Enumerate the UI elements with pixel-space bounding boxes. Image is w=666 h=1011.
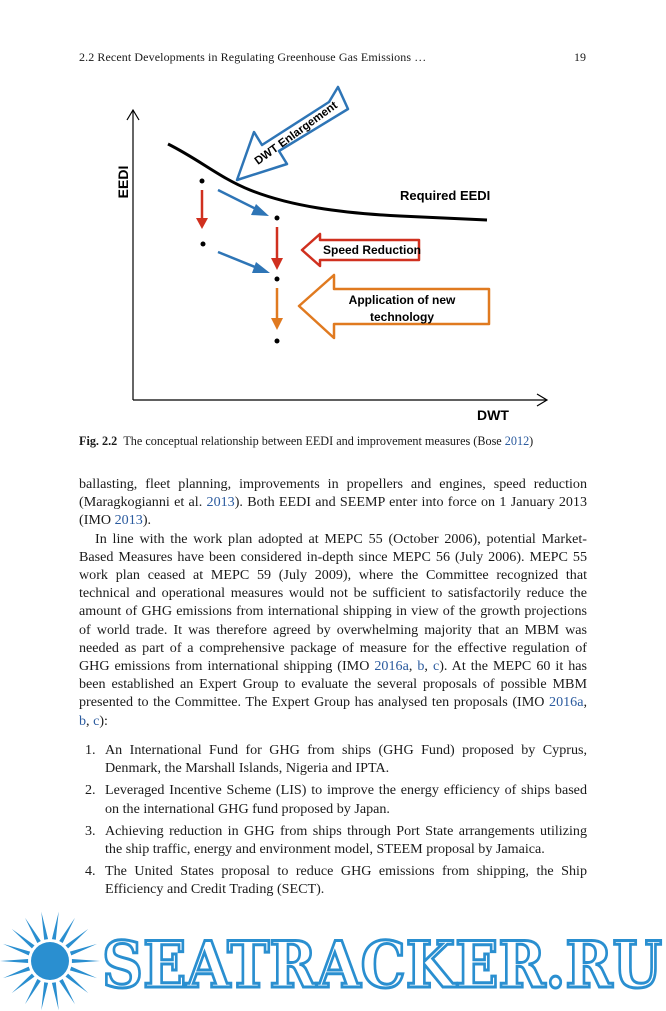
point-initial	[200, 179, 205, 184]
citation-link[interactable]: 2016a	[374, 658, 409, 675]
list-number: 4.	[85, 863, 96, 880]
new-technology-label-line2: technology	[369, 310, 435, 324]
sun-ray	[0, 959, 28, 963]
red-arrow-center	[271, 227, 283, 270]
point-enlarged	[275, 216, 280, 221]
running-header	[79, 50, 586, 65]
sun-ray	[70, 967, 97, 979]
sun-ray	[41, 982, 48, 1010]
sun-ray	[25, 918, 41, 943]
citation-link[interactable]: c	[93, 712, 100, 729]
new-technology-callout	[299, 275, 489, 338]
list-item	[79, 781, 587, 817]
point-speed-reduced	[275, 277, 280, 282]
point-new-technology	[275, 339, 280, 344]
y-axis-label: EEDI	[115, 165, 131, 199]
paragraph: In line with the work plan adopted at MEPC 55 (October 2006), potential Market-Based Measures have been considered in-depth since MEPC 56 (July 2006). MEPC 55 work plan ceased at MEPC 59 (July 2009), where the Committee recognized that technical and operational measures would not be sufficient to satisfactorily reduce the amount of GHG emissions from international shipping in view of the growth projections of world trade. It was therefore agreed by overwhelming majority that an MBM was needed as part of a comprehensive package of measure for the effective regulation of GHG emissions from international shipping (IMO 2016a, b, c). At the MEPC 60 it has been established an Expert Group to evaluate the several proposals of possible MBM presented to the Committee. The Expert Group has analysed ten proposals (IMO 2016a, b, c):	[79, 530, 588, 729]
figure-label: Fig. 2.2	[79, 434, 118, 448]
sun-ray	[70, 944, 97, 956]
sun-ray	[66, 929, 89, 949]
paragraph: ballasting, fleet planning, improvements in propellers and engines, speed reduction (Maragkogianni et al. 2013). Both EEDI and SEEMP enter into force on 1 January 2013 (IMO 2013).	[79, 476, 588, 529]
citation-link[interactable]: 2012	[504, 434, 530, 448]
sun-ray	[59, 979, 75, 1004]
sun-ray	[52, 982, 59, 1010]
citation-link[interactable]: b	[79, 712, 87, 729]
header-section-title: 2.2 Recent Developments in Regulating Greenhouse Gas Emissions …	[79, 50, 427, 64]
required-eedi-label: Required EEDI	[400, 188, 491, 203]
seatracker-watermark	[0, 905, 666, 1011]
list-item-text: Leveraged Incentive Scheme (LIS) to improve the energy efficiency of ships based on the international GHG fund proposed by Japan.	[105, 782, 587, 817]
page-number: 19	[574, 50, 586, 64]
list-item	[79, 862, 587, 898]
sun-ray	[41, 912, 48, 940]
sun-ray	[52, 912, 59, 940]
point-lower-left	[201, 242, 206, 247]
citation-link[interactable]: c	[432, 658, 440, 675]
citation-link[interactable]: 2013	[206, 494, 235, 511]
citation-link[interactable]: b	[417, 658, 425, 675]
proposal-list	[79, 741, 587, 903]
citation-link[interactable]: 2016a	[549, 694, 584, 711]
new-technology-label-line1: Application of new	[348, 293, 456, 307]
orange-arrow-center	[271, 288, 283, 330]
list-item	[79, 822, 587, 858]
list-number: 1.	[85, 742, 96, 758]
sun-ray	[72, 959, 100, 963]
sun-ray	[12, 974, 35, 994]
list-number: 2.	[85, 782, 96, 799]
red-arrow-left	[196, 190, 208, 229]
list-item	[79, 741, 587, 777]
speed-reduction-label: Speed Reduction	[322, 243, 422, 257]
sun-ray	[59, 918, 75, 943]
blue-arrow-lower	[218, 252, 270, 273]
sun-ray	[3, 944, 30, 956]
list-item-text: An International Fund for GHG from ships (GHG Fund) proposed by Cyprus, Denmark, the Marshall Islands, Nigeria and IPTA.	[105, 742, 587, 777]
body-text	[79, 475, 587, 730]
watermark-text: SEATRACKER.RU	[102, 928, 662, 1003]
dwt-enlargement-callout	[237, 87, 348, 180]
sun-ray	[12, 929, 35, 949]
required-eedi-curve	[168, 144, 487, 220]
caption-text: The conceptual relationship between EEDI and improvement measures (Bose	[123, 434, 505, 448]
list-item-text: The United States proposal to reduce GHG emissions from shipping, the Ship Efficiency and Credit Trading (SECT).	[105, 863, 587, 898]
list-number: 3.	[85, 822, 96, 839]
citation-link[interactable]: 2013	[114, 512, 143, 529]
eedi-dwt-figure	[80, 80, 560, 425]
dwt-enlargement-label: DWT Enlargement	[252, 99, 340, 168]
figure-caption: Fig. 2.2 The conceptual relationship between EEDI and improvement measures (Bose 2012)	[79, 434, 534, 448]
list-item-text: Achieving reduction in GHG from ships through Port State arrangements utilizing the ship traffic, energy and environment model, STEEM proposal by Jamaica.	[105, 822, 587, 858]
speed-reduction-callout	[302, 234, 421, 266]
x-axis-label: DWT	[477, 407, 509, 423]
sun-ray	[66, 974, 89, 994]
sun-logo-icon	[0, 912, 100, 1010]
sun-ray	[3, 967, 30, 979]
sun-ray	[25, 979, 41, 1004]
